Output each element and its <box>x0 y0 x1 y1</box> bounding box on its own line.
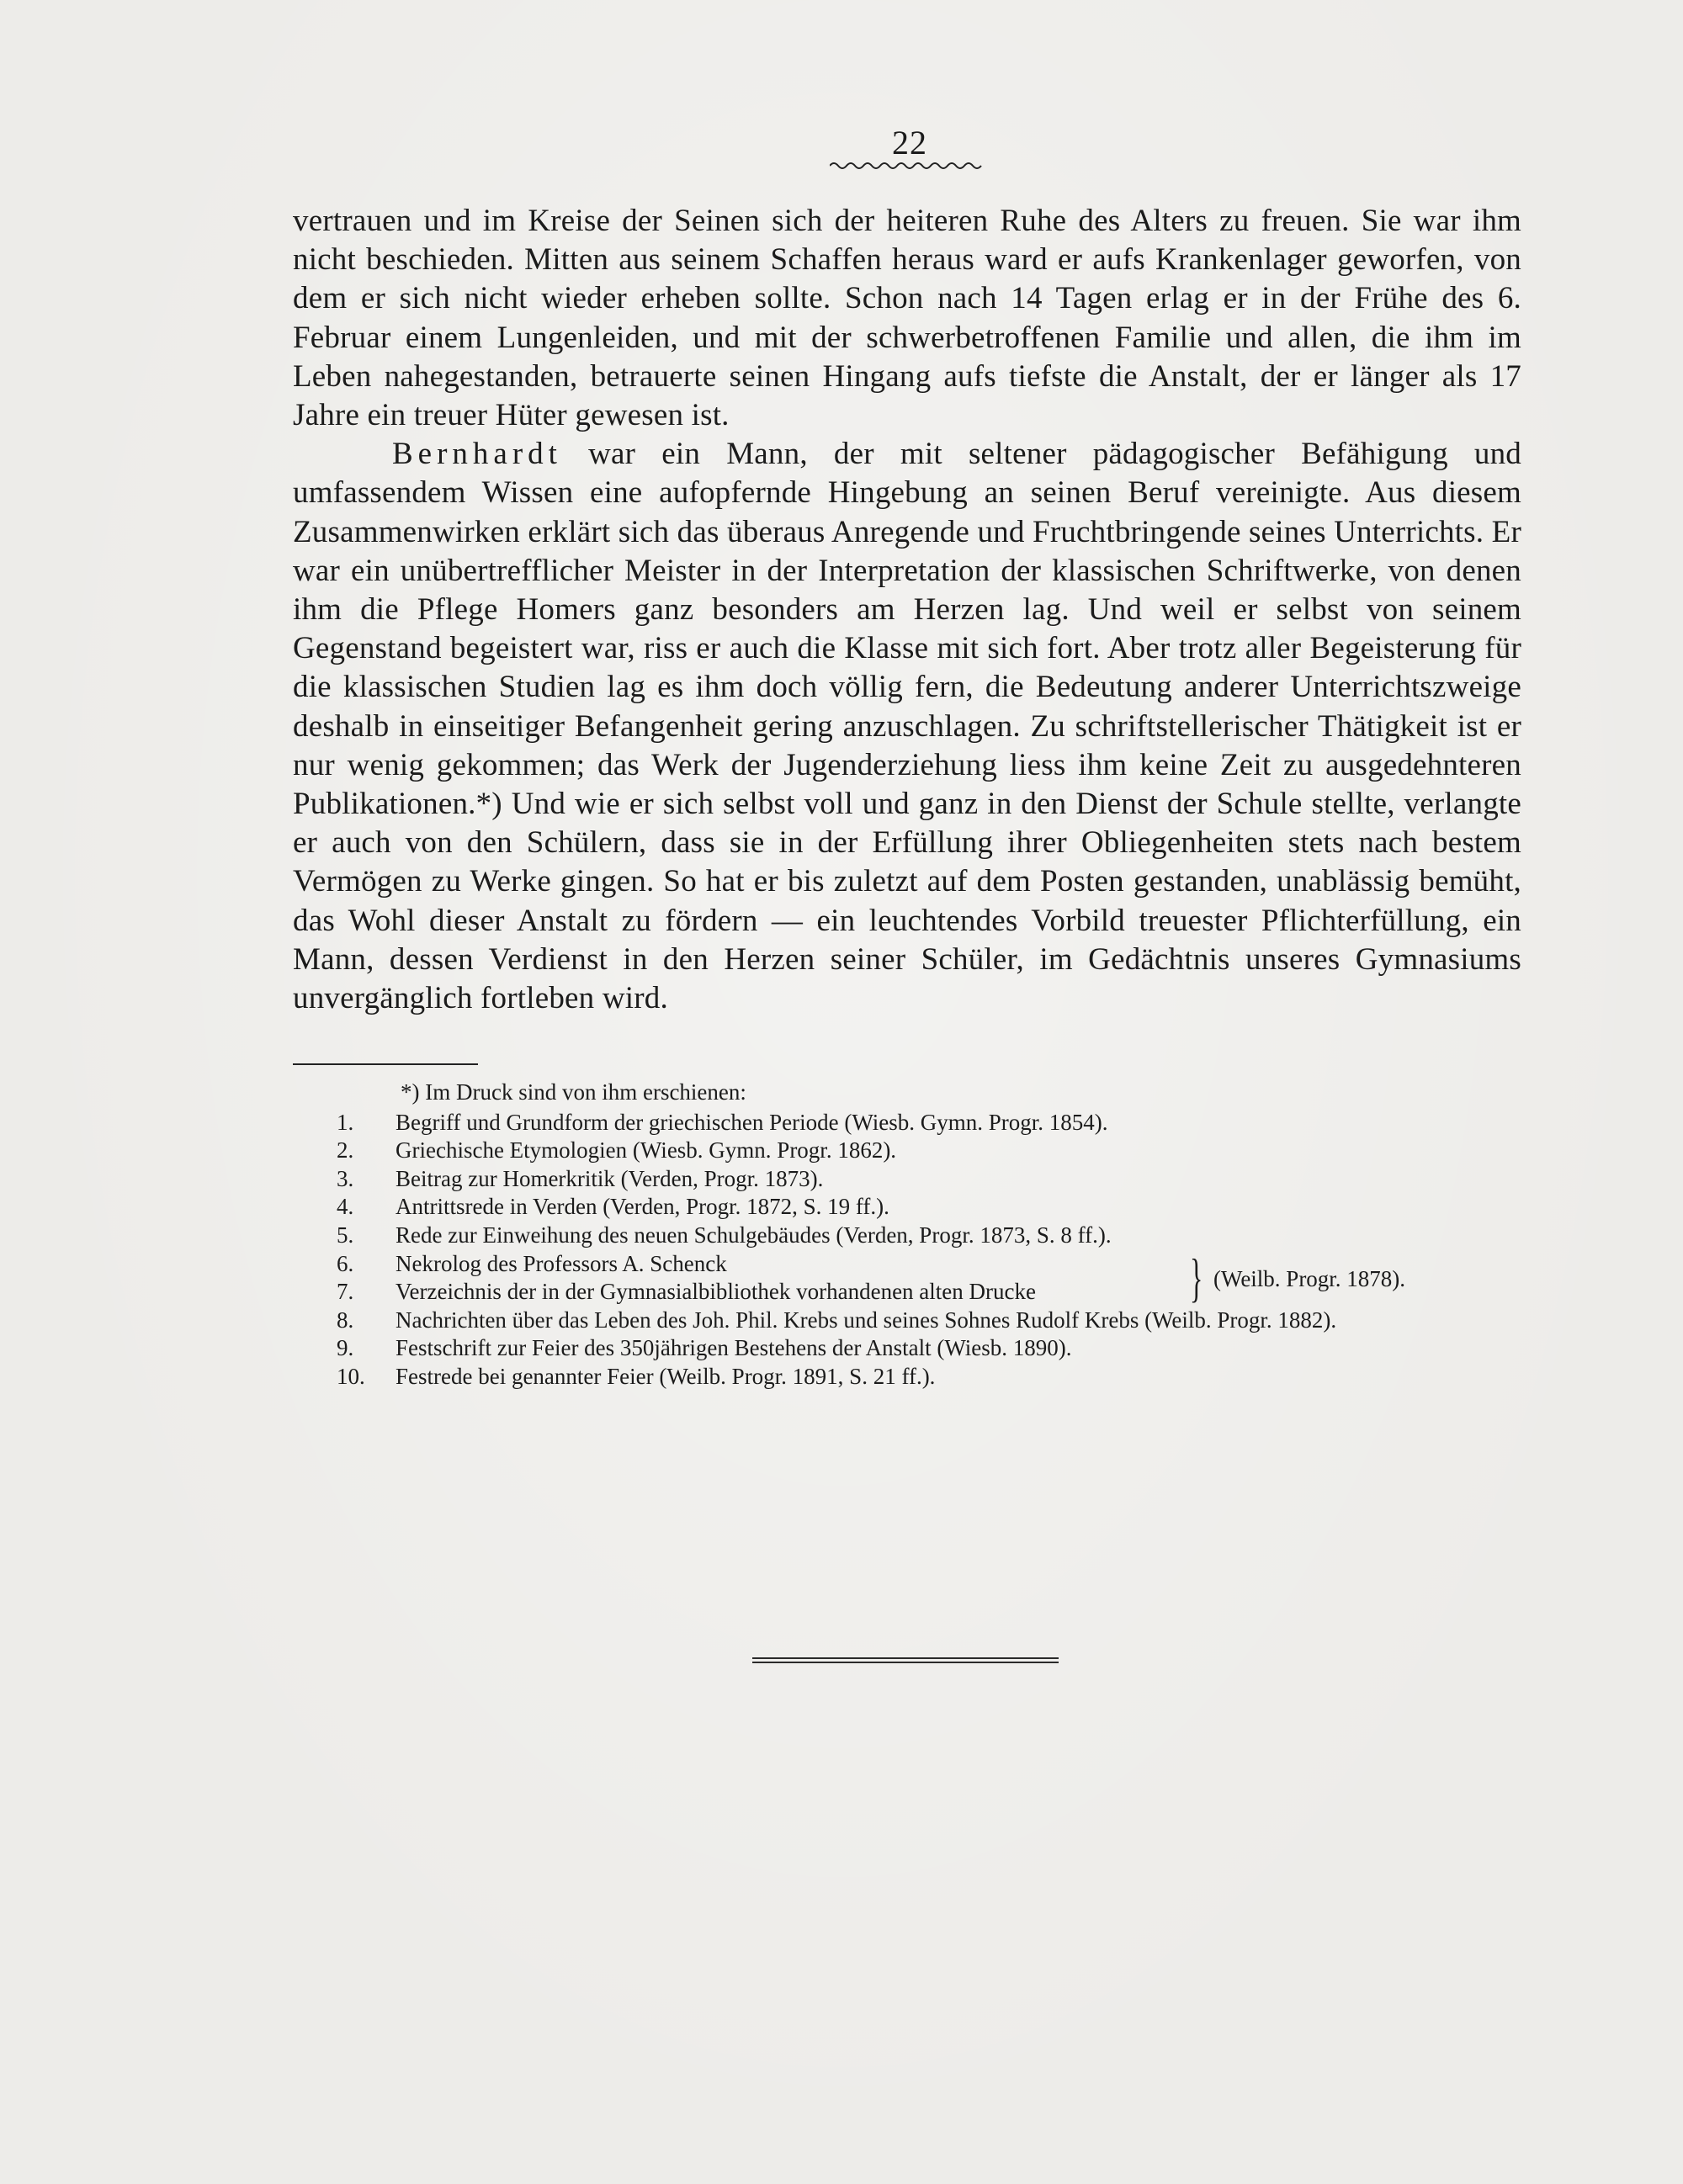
footnote-number: 6. <box>337 1250 354 1276</box>
footnote-number: 5. <box>337 1222 354 1248</box>
footnote-number: 10. <box>337 1363 365 1389</box>
footnote-item <box>337 1334 1532 1363</box>
footnote-number: 9. <box>337 1335 354 1361</box>
footnote-number: 7. <box>337 1279 354 1305</box>
page-number: 22 <box>892 124 927 162</box>
footnote-number: 1. <box>337 1109 354 1135</box>
footnote-text: Nachrichten über das Leben des Joh. Phil. Krebs und seines Sohnes Rudolf Krebs (Weilb. Progr. 1882). <box>396 1307 1337 1333</box>
footnote-text: Rede zur Einweihung des neuen Schulgebäudes (Verden, Progr. 1873, S. 8 ff.). <box>396 1222 1112 1248</box>
footnote-text: Antrittsrede in Verden (Verden, Progr. 1872, S. 19 ff.). <box>396 1194 889 1220</box>
brace-icon: } <box>1190 1247 1203 1307</box>
footnote-number: 8. <box>337 1307 354 1333</box>
footnote-item <box>337 1165 1532 1194</box>
footnote-item <box>337 1307 1532 1335</box>
footnotes <box>337 1079 1532 1392</box>
spaced-name: Bernhardt <box>392 437 562 472</box>
footnote-text: Verzeichnis der in der Gymnasialbibliothek vorhandenen alten Drucke <box>396 1279 1036 1305</box>
footnote-item <box>337 1193 1532 1222</box>
paragraph-1 <box>293 202 1521 435</box>
footnote-text: Festschrift zur Feier des 350jährigen Bestehens der Anstalt (Wiesb. 1890). <box>396 1335 1072 1361</box>
footnote-text: Festrede bei genannter Feier (Weilb. Progr. 1891, S. 21 ff.). <box>396 1363 936 1389</box>
page-number-ornament <box>830 160 983 172</box>
footnote-text: Nekrolog des Professors A. Schenck <box>396 1250 727 1276</box>
footnote-item <box>337 1222 1532 1250</box>
end-rule-line <box>752 1657 1059 1659</box>
footnote-number: 4. <box>337 1194 354 1220</box>
footnote-text: Begriff und Grundform der griechischen Periode (Wiesb. Gymn. Progr. 1854). <box>396 1109 1108 1135</box>
footnote-item <box>337 1109 1532 1137</box>
footnote-divider <box>293 1063 478 1065</box>
footnote-intro: *) Im Druck sind von ihm erschienen: <box>401 1079 746 1105</box>
end-rule-line <box>752 1662 1059 1663</box>
footnote-brace-note: (Weilb. Progr. 1878). <box>1213 1265 1406 1291</box>
paragraph-2 <box>293 435 1521 1018</box>
footnote-item <box>337 1363 1532 1392</box>
footnote-item <box>337 1137 1532 1165</box>
footnote-text: Griechische Etymologien (Wiesb. Gymn. Progr. 1862). <box>396 1137 897 1164</box>
body-text <box>293 202 1521 1018</box>
footnote-text: Beitrag zur Homerkritik (Verden, Progr. 1873). <box>396 1165 824 1191</box>
end-double-rule <box>752 1657 1059 1666</box>
paragraph-1-text: vertrauen und im Kreise der Seinen sich der heiteren Ruhe des Alters zu freuen. Sie war ihm nicht beschieden. Mitten aus seinem Schaffen heraus ward er aufs Krankenlager geworfen, von dem er sich nicht wieder erheben sollte. Schon nach 14 Tagen erlag er in der Frühe des 6. Februar einem Lungenleiden, und mit der schwerbetroffenen Familie und allen, die ihm im Leben nahegestanden, betrauerte seinen Hingang aufs tiefste die Anstalt, der er länger als 17 Jahre ein treuer Hüter gewesen ist. <box>293 204 1521 433</box>
footnote-number: 2. <box>337 1137 354 1164</box>
footnote-number: 3. <box>337 1165 354 1191</box>
footnote-brace-group <box>337 1247 1532 1307</box>
paragraph-2-text: war ein Mann, der mit seltener pädagogischer Befähigung und umfassendem Wissen eine aufopfernde Hingebung an seinen Beruf vereinigte. Aus diesem Zusammenwirken erklärt sich das überaus Anregende und Fruchtbringende seines Unterrichts. Er war ein unübertrefflicher Meister in der Interpretation der klassischen Schriftwerke, von denen ihm die Pflege Homers ganz besonders am Herzen lag. Und weil er selbst von seinem Gegenstand begeistert war, riss er auch die Klasse mit sich fort. Aber trotz aller Begeisterung für die klassischen Studien lag es ihm doch völlig fern, die Bedeutung anderer Unterrichtszweige deshalb in einseitiger Befangenheit gering anzuschlagen. Zu schriftstellerischer Thätigkeit ist er nur wenig gekommen; das Werk der Jugenderziehung liess ihm keine Zeit zu ausgedehnteren Publikationen.*) Und wie er sich selbst voll und ganz in den Dienst der Schule stellte, verlangte er auch von den Schülern, dass sie in der Erfüllung ihrer Obliegenheiten stets nach bestem Vermögen zu Werke gingen. So hat er bis zuletzt auf dem Posten gestanden, unablässig bemüht, das Wohl dieser Anstalt zu fördern — ein leuchtendes Vorbild treuester Pflichterfüllung, ein Mann, dessen Verdienst in den Herzen seiner Schüler, im Gedächtnis unseres Gymnasiums unvergänglich fortleben wird. <box>293 437 1521 1016</box>
